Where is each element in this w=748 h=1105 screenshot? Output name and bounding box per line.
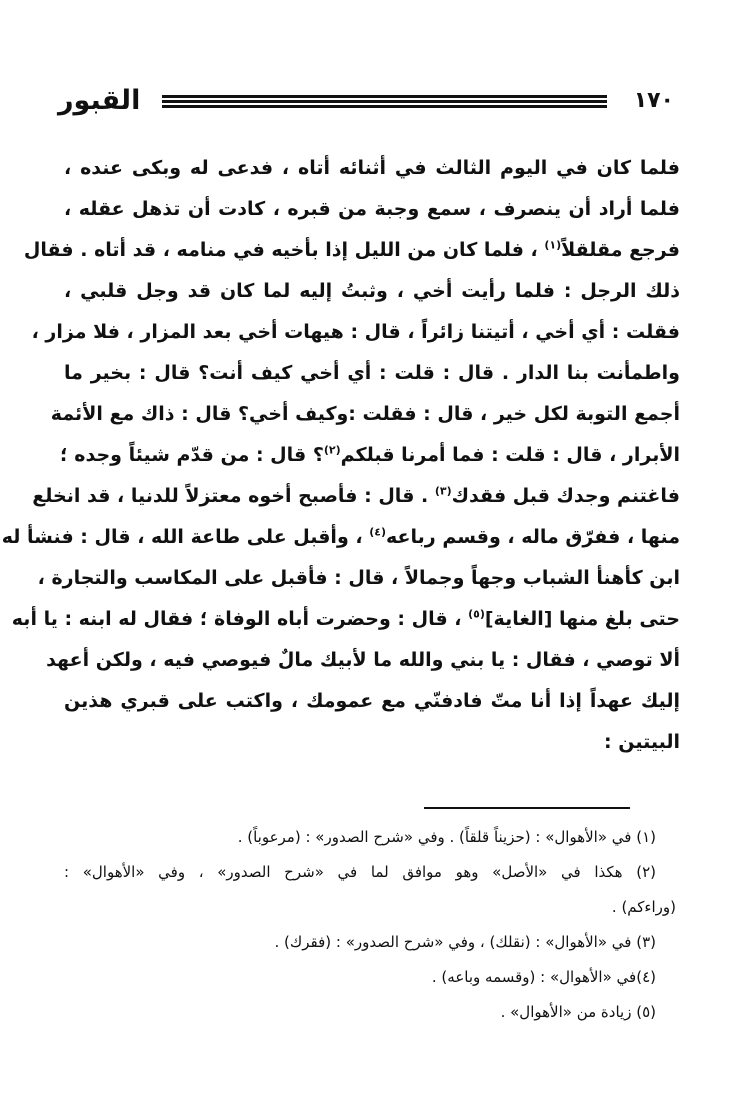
text-line: ذلك الرجل : فلما رأيت أخي ، وثبتُ إليه لما كان قد وجل قلبي ، xyxy=(64,280,680,302)
text-line-part: فرجع مقلقلاً xyxy=(561,239,680,261)
text-line xyxy=(11,599,680,640)
footnote-separator xyxy=(424,807,630,809)
text-line xyxy=(32,476,680,517)
footnote: (١) في «الأهوال» : (حزيناً قلقاً) . وفي «شرح الصدور» : (مرعوباً) . xyxy=(237,828,656,846)
page-header xyxy=(58,80,674,124)
text-line: أجمع التوبة لكل خير ، قال : فقلت :وكيف أخي؟ قال : ذاك مع الأئمة xyxy=(50,403,680,425)
page-number: ١٧٠ xyxy=(633,88,674,113)
text-line-part: الأبرار ، قال : قلت : فما أمرنا قبلكم xyxy=(340,444,680,466)
text-line: ألا توصي ، فقال : يا بني والله ما لأبيك مالٌ فيوصي فيه ، ولكن أعهد xyxy=(46,649,680,671)
text-line: فلما كان في اليوم الثالث في أثنائه أتاه ، فدعى له وبكى عنده ، xyxy=(64,157,680,179)
footnote: (٤)في «الأهوال» : (وقسمه وباعه) . xyxy=(431,968,656,986)
text-line: فقلت : أي أخي ، أتيتنا زائراً ، قال : هيهات أخي بعد المزار ، فلا مزار ، xyxy=(31,321,680,343)
footnote-ref: (٢) xyxy=(323,443,341,457)
header-rule xyxy=(162,95,607,109)
footnote: (٢) هكذا في «الأصل» وهو موافق لما في «شرح الصدور» ، وفي «الأهوال» : xyxy=(64,863,656,881)
footnote-ref: (٣) xyxy=(434,484,452,498)
text-line: ابن كأهنأ الشباب وجهاً وجمالاً ، قال : فأقبل على المكاسب والتجارة ، xyxy=(37,567,680,589)
footnote-ref: (١) xyxy=(544,238,562,252)
text-line xyxy=(60,435,680,476)
chapter-title: القبور xyxy=(58,85,141,116)
footnote-ref: (٥) xyxy=(468,607,485,621)
text-line xyxy=(1,517,680,558)
text-line: البيتين : xyxy=(604,731,680,753)
footnote-continuation: (وراءكم) . xyxy=(611,898,676,916)
text-line xyxy=(23,230,680,271)
text-line: واطمأنت بنا الدار . قال : قلت : أي أخي كيف أنت؟ قال : بخير ما xyxy=(64,362,680,384)
footnote-ref: (٤) xyxy=(369,525,386,539)
header-rule-line xyxy=(162,100,607,103)
header-rule-line xyxy=(162,95,607,98)
text-line-part: فاغتنم وجدك قبل فقدك xyxy=(451,485,680,507)
text-line-part: ، فلما كان من الليل إذا بأخيه في منامه ، قد أتاه . فقال xyxy=(23,239,545,261)
text-line-part: . قال : فأصبح أخوه معتزلاً للدنيا ، قد انخلع xyxy=(32,485,435,507)
main-text xyxy=(1,148,680,763)
text-line-part: منها ، ففرّق ماله ، وقسم رباعه xyxy=(386,526,680,548)
text-line-part: ، قال : وحضرت أباه الوفاة ؛ فقال له ابنه : يا أبه xyxy=(11,608,469,630)
text-line-part: حتى بلغ منها [الغاية] xyxy=(484,608,680,630)
footnote: (٥) زيادة من «الأهوال» . xyxy=(500,1003,656,1021)
text-line-part: ، وأقبل على طاعة الله ، قال : فنشأ له xyxy=(1,526,370,548)
footnote: (٣) في «الأهوال» : (نقلك) ، وفي «شرح الصدور» : (فقرك) . xyxy=(274,933,656,951)
footnotes xyxy=(64,820,676,1030)
text-line-part: ؟ قال : من قدّم شيئاً وجده ؛ xyxy=(60,444,324,466)
header-rule-line xyxy=(162,105,607,108)
text-line: إليك عهداً إذا أنا متّ فادفنّي مع عمومك ، واكتب على قبري هذين xyxy=(64,690,680,712)
text-line: فلما أراد أن ينصرف ، سمع وجبة من قبره ، كادت أن تذهل عقله ، xyxy=(64,198,680,220)
